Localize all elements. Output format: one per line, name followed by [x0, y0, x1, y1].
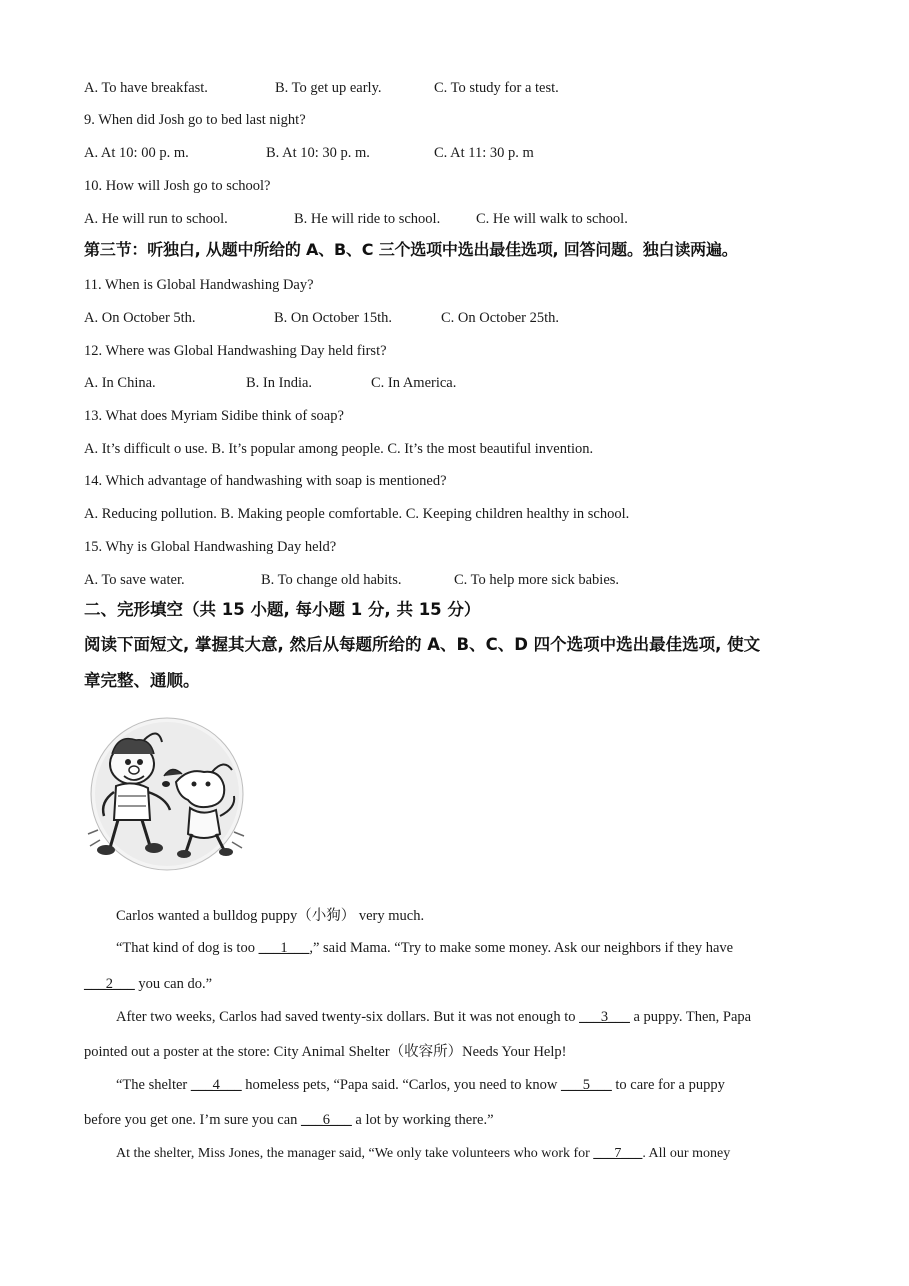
blank-2: ___2___	[84, 976, 135, 992]
blank-4: ___4___	[190, 1077, 242, 1093]
q8-option-c: C. To study for a test.	[434, 80, 559, 96]
passage-line-3	[84, 974, 212, 994]
q10-option-c: C. He will walk to school.	[476, 211, 628, 227]
passage-line-5: pointed out a poster at the store: City Animal Shelter（收容所）Needs Your Help!	[84, 1044, 567, 1060]
q11-option-b: B. On October 15th.	[274, 310, 392, 326]
passage-line-7	[84, 1110, 494, 1130]
q13-question: 13. What does Myriam Sidibe think of soap?	[84, 408, 344, 424]
passage-line-2	[116, 938, 733, 958]
passage-text: “The shelter	[116, 1077, 191, 1093]
q12-option-a: A. In China.	[84, 375, 156, 391]
passage-text: After two weeks, Carlos had saved twenty-six dollars. But it was not enough to	[116, 1009, 580, 1025]
q13-options: A. It’s difficult o use. B. It’s popular among people. C. It’s the most beautiful invention.	[84, 441, 594, 457]
q11-option-a: A. On October 5th.	[84, 310, 196, 326]
q14-question: 14. Which advantage of handwashing with soap is mentioned?	[84, 473, 447, 489]
q10-option-a: A. He will run to school.	[84, 211, 228, 227]
blank-5: ___5___	[560, 1077, 612, 1093]
passage-paragraph-1: Carlos wanted a bulldog puppy（小狗） very much.	[116, 908, 425, 924]
blank-3: ___3___	[579, 1009, 630, 1025]
blank-7: ___7___	[593, 1146, 643, 1161]
passage-text: to care for a puppy	[611, 1077, 725, 1093]
passage-line-6	[116, 1075, 725, 1095]
q9-option-c: C. At 11: 30 p. m	[434, 145, 534, 161]
q11-question: 11. When is Global Handwashing Day?	[84, 277, 314, 293]
q15-question: 15. Why is Global Handwashing Day held?	[84, 539, 337, 555]
q15-option-c: C. To help more sick babies.	[454, 572, 620, 588]
passage-text: At the shelter, Miss Jones, the manager said, “We only take volunteers who work for	[116, 1146, 594, 1161]
q12-question: 12. Where was Global Handwashing Day held first?	[84, 343, 387, 359]
q15-option-b: B. To change old habits.	[261, 572, 402, 588]
part2-heading: 二、完形填空（共 15 小题, 每小题 1 分, 共 15 分）	[84, 600, 481, 619]
blank-6: ___6___	[301, 1112, 352, 1128]
q10-question: 10. How will Josh go to school?	[84, 178, 271, 194]
section3-heading: 第三节：听独白, 从题中所给的 A、B、C 三个选项中选出最佳选项, 回答问题。独白读两遍。	[84, 240, 738, 259]
passage-text: ,” said Mama. “Try to make some money. Ask our neighbors if they have	[309, 940, 734, 956]
q11-option-c: C. On October 25th.	[441, 310, 559, 326]
q15-option-a: A. To save water.	[84, 572, 185, 588]
part2-instruction-line1: 阅读下面短文, 掌握其大意, 然后从每题所给的 A、B、C、D 四个选项中选出最佳选项, 使文	[84, 635, 761, 654]
q10-option-b: B. He will ride to school.	[294, 211, 441, 227]
q12-option-c: C. In America.	[371, 375, 457, 391]
q8-option-a: A. To have breakfast.	[84, 80, 208, 96]
q8-option-b: B. To get up early.	[275, 80, 382, 96]
passage-text: . All our money	[642, 1146, 731, 1161]
q9-option-a: A. At 10: 00 p. m.	[84, 145, 189, 161]
boy-and-puppy-illustration	[84, 712, 250, 872]
q9-question: 9. When did Josh go to bed last night?	[84, 112, 306, 128]
passage-text: “That kind of dog is too	[116, 940, 259, 956]
passage-text: you can do.”	[134, 976, 213, 992]
q9-option-b: B. At 10: 30 p. m.	[266, 145, 370, 161]
part2-instruction-line2: 章完整、通顺。	[84, 671, 200, 690]
blank-1: ___1___	[258, 940, 310, 956]
passage-text: homeless pets, “Papa said. “Carlos, you need to know	[241, 1077, 561, 1093]
q14-options: A. Reducing pollution. B. Making people comfortable. C. Keeping children healthy in school.	[84, 506, 630, 522]
passage-text: a puppy. Then, Papa	[629, 1009, 752, 1025]
passage-line-8	[116, 1144, 730, 1164]
passage-text: before you get one. I’m sure you can	[84, 1112, 302, 1128]
passage-line-4	[116, 1007, 751, 1027]
q12-option-b: B. In India.	[246, 375, 313, 391]
passage-text: a lot by working there.”	[351, 1112, 494, 1128]
